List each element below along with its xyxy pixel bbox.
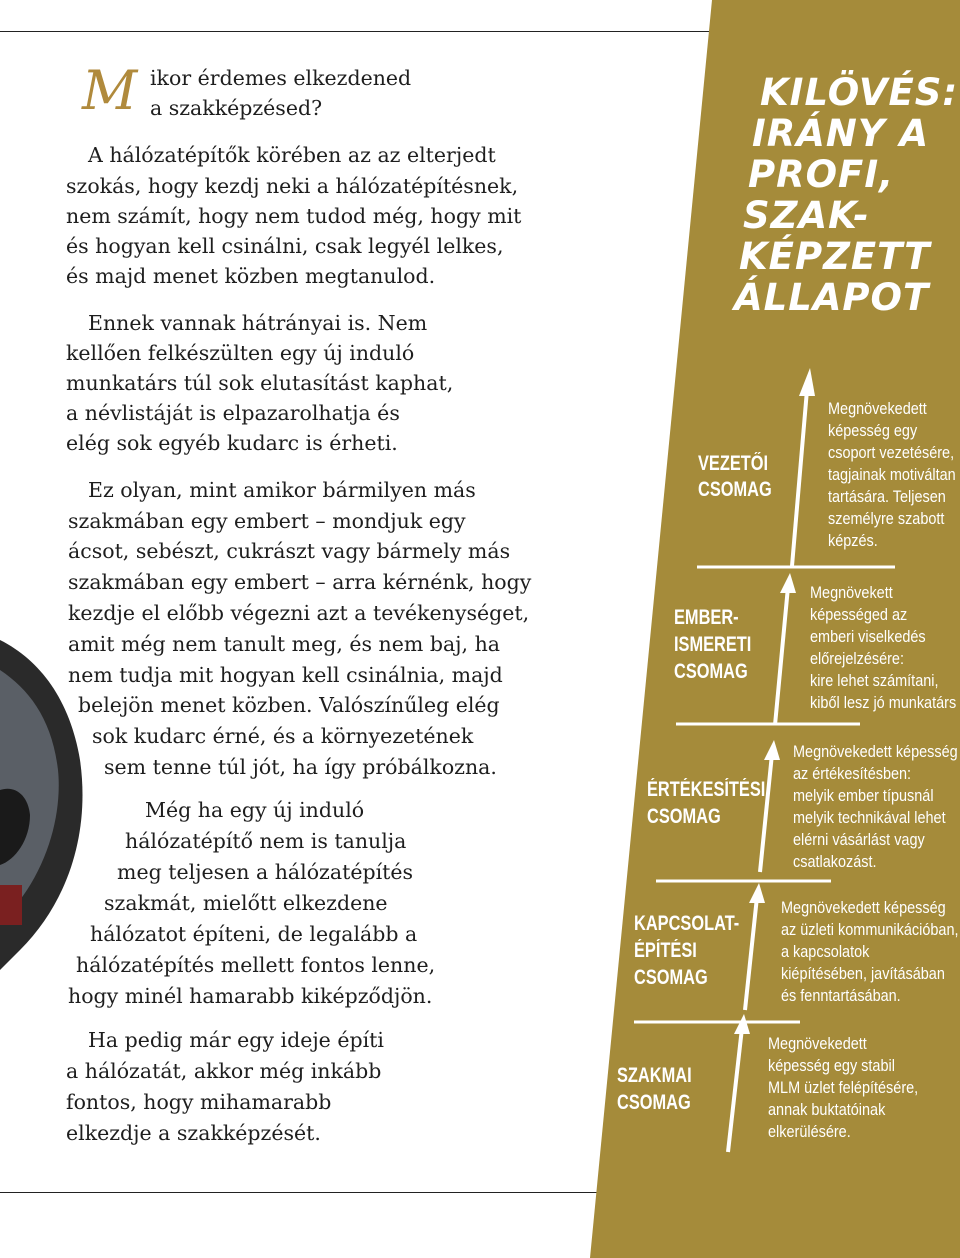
package-name: CSOMAG xyxy=(674,660,748,683)
text-line: sem tenne túl jót, ha így próbálkozna. xyxy=(104,755,497,779)
title-line: KÉPZETT xyxy=(739,235,931,278)
text-line: nem tudja mit hogyan kell csinálnia, majd xyxy=(68,663,503,687)
text-line: a hálózatát, akkor még inkább xyxy=(66,1059,382,1083)
text-line: Ennek vannak hátrányai is. Nem xyxy=(88,311,428,335)
text-line: elkezdje a szakképzését. xyxy=(66,1121,321,1145)
package-desc: tartására. Teljesen xyxy=(828,487,946,506)
package-desc: melyik technikával lehet xyxy=(793,808,946,827)
text-line: szakmában egy embert – arra kérnénk, hogy xyxy=(68,570,532,594)
package-desc: Megnövekett xyxy=(810,583,893,602)
text-line: Még ha egy új induló xyxy=(145,798,365,822)
package-desc: előrejelzésére: xyxy=(810,649,904,668)
text-line: hálózatépítő nem is tanulja xyxy=(125,829,407,853)
package-desc: kiépítésében, javításában xyxy=(781,964,945,983)
text-line: amit még nem tanult meg, és nem baj, ha xyxy=(68,632,500,656)
package-desc: csoport vezetésére, xyxy=(828,443,955,462)
package-desc: elérni vásárlást vagy xyxy=(793,830,925,849)
text-line: meg teljesen a hálózatépítés xyxy=(117,860,414,884)
package-name: CSOMAG xyxy=(698,478,772,501)
package-desc: melyik ember típusnál xyxy=(793,786,934,805)
package-desc: Megnövekedett képesség xyxy=(793,742,958,761)
title-line: KILÖVÉS: xyxy=(760,71,959,114)
drop-cap: M xyxy=(82,59,138,122)
text-line: hálózatépítés mellett fontos lenne, xyxy=(76,953,436,977)
package-desc: a kapcsolatok xyxy=(781,942,870,961)
heading-line: ikor érdemes elkezdened xyxy=(150,66,412,90)
package-name: EMBER- xyxy=(674,606,739,629)
package-desc: kiből lesz jó munkatárs xyxy=(810,693,957,712)
text-line: nem számít, hogy nem tudod még, hogy mit xyxy=(66,204,522,228)
package-desc: annak buktatóinak xyxy=(768,1100,886,1119)
package-name: CSOMAG xyxy=(617,1091,691,1114)
title-line: IRÁNY A xyxy=(752,112,930,155)
package-desc: és fenntartásában. xyxy=(781,986,901,1005)
text-line: kezdje el előbb végezni azt a tevékenységet, xyxy=(68,601,530,625)
package-name: ÉPÍTÉSI xyxy=(634,939,697,962)
title-line: ÁLLAPOT xyxy=(734,276,930,319)
text-line: a névlistáját is elpazarolhatja és xyxy=(66,401,400,425)
text-line: és hogyan kell csinálni, csak legyél lelkes, xyxy=(66,234,504,258)
text-line: belejön menet közben. Valószínűleg elég xyxy=(78,693,500,717)
package-name: KAPCSOLAT- xyxy=(634,912,740,935)
text-line: fontos, hogy mihamarabb xyxy=(66,1090,332,1114)
package-name: CSOMAG xyxy=(647,805,721,828)
text-line: és majd menet közben megtanulod. xyxy=(66,264,436,288)
package-name: SZAKMAI xyxy=(617,1064,692,1087)
heading-line: a szakképzésed? xyxy=(150,96,323,120)
text-line: hálózatot építeni, de legalább a xyxy=(90,922,418,946)
title-line: PROFI, xyxy=(748,153,895,196)
text-line: Ha pedig már egy ideje építi xyxy=(88,1028,384,1052)
package-desc: az üzleti kommunikációban, xyxy=(781,920,959,939)
package-desc: emberi viselkedés xyxy=(810,627,926,646)
text-line: ácsot, sebészt, cukrászt vagy bármely más xyxy=(68,539,511,563)
package-desc: kire lehet számítani, xyxy=(810,671,939,690)
package-desc: Megnövekedett képesség xyxy=(781,898,946,917)
package-desc: képességed az xyxy=(810,605,908,624)
package-desc: csatlakozást. xyxy=(793,852,877,871)
text-line: munkatárs túl sok elutasítást kaphat, xyxy=(66,371,454,395)
package-name: ÉRTÉKESÍTÉSI xyxy=(647,778,766,801)
package-desc: személyre szabott xyxy=(828,509,945,528)
package-desc: az értékesítésben: xyxy=(793,764,912,783)
package-desc: képesség egy stabil xyxy=(768,1056,895,1075)
text-line: szokás, hogy kezdj neki a hálózatépítésnek, xyxy=(66,174,519,198)
package-name: VEZETŐI xyxy=(698,452,769,475)
text-line: szakmát, mielőtt elkezdene xyxy=(104,891,388,915)
package-desc: Megnövekedett xyxy=(828,399,927,418)
text-line: A hálózatépítők körében az az elterjedt xyxy=(88,143,496,167)
text-line: elég sok egyéb kudarc is érheti. xyxy=(66,431,398,455)
text-line: kellően felkészülten egy új induló xyxy=(66,341,415,365)
text-line: sok kudarc érné, és a környezetének xyxy=(92,724,474,748)
package-desc: képesség egy xyxy=(828,421,918,440)
text-line: hogy minél hamarabb kiképződjön. xyxy=(68,984,433,1008)
package-desc: Megnövekedett xyxy=(768,1034,867,1053)
package-desc: tagjainak motiváltan xyxy=(828,465,956,484)
package-desc: elkerülésére. xyxy=(768,1122,851,1141)
package-desc: MLM üzlet felépítésére, xyxy=(768,1078,919,1097)
text-line: Ez olyan, mint amikor bármilyen más xyxy=(88,478,476,502)
package-name: ISMERETI xyxy=(674,633,752,656)
title-line: SZAK- xyxy=(743,194,870,237)
package-name: CSOMAG xyxy=(634,966,708,989)
package-desc: képzés. xyxy=(828,531,878,550)
text-line: szakmában egy embert – mondjuk egy xyxy=(68,509,466,533)
